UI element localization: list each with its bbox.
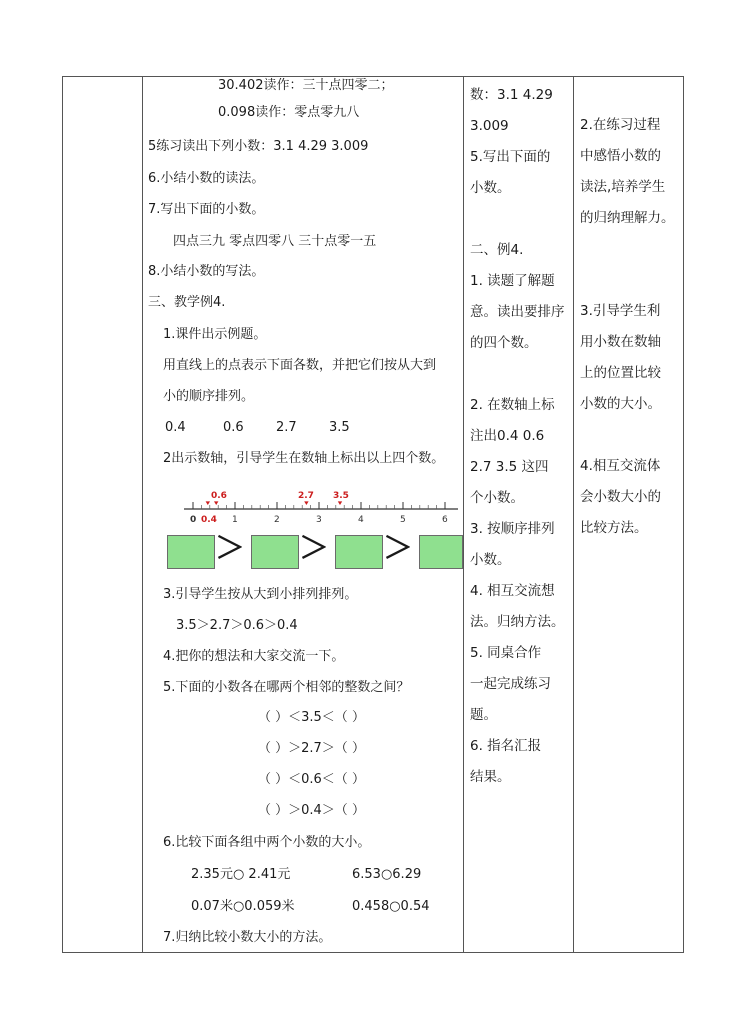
example-number-3: 2.7 bbox=[276, 420, 297, 435]
student-line: 个小数。 bbox=[470, 490, 524, 506]
tick-label-1: 1 bbox=[232, 515, 238, 525]
student-line: 6. 指名汇报 bbox=[470, 738, 542, 754]
between-item-2: （ ）＞2.7＞（ ） bbox=[258, 741, 365, 756]
greater-than-sign: ＞ bbox=[299, 531, 329, 566]
student-line: 意。读出要排序 bbox=[470, 304, 565, 320]
intent-line: 会小数大小的 bbox=[580, 489, 661, 505]
greater-than-sign: ＞ bbox=[383, 531, 413, 566]
student-line: 数：3.1 4.29 bbox=[470, 87, 553, 103]
practice-read-decimals: 5练习读出下列小数：3.1 4.29 3.009 bbox=[148, 139, 369, 154]
step-number-line: 2出示数轴，引导学生在数轴上标出以上四个数。 bbox=[163, 451, 445, 466]
intent-line: 小数的大小。 bbox=[580, 396, 661, 412]
reading-example-2: 0.098读作：零点零九八 bbox=[218, 105, 360, 120]
student-line: 注出0.4 0.6 bbox=[470, 428, 545, 444]
tick-label-0: 0 bbox=[190, 515, 197, 525]
compare-item-2: 6.53○6.29 bbox=[352, 867, 422, 882]
table-border-left bbox=[62, 76, 63, 953]
tick-label-5: 5 bbox=[400, 515, 406, 525]
table-border-bottom bbox=[62, 952, 683, 953]
write-decimals-items: 四点三九 零点四零八 三十点零一五 bbox=[173, 234, 377, 249]
tick-label-6: 6 bbox=[442, 515, 448, 525]
compare-item-4: 0.458○0.54 bbox=[352, 899, 430, 914]
compare-item-1: 2.35元○ 2.41元 bbox=[191, 867, 291, 882]
step-order: 3.引导学生按从大到小排列排列。 bbox=[163, 587, 358, 602]
student-line: 结果。 bbox=[470, 769, 511, 785]
blank-line bbox=[580, 420, 680, 451]
intent-line: 用小数在数轴 bbox=[580, 334, 661, 350]
table-divider-2 bbox=[463, 76, 464, 953]
order-box-4 bbox=[419, 535, 463, 569]
design-intent-column bbox=[580, 110, 680, 544]
tick-label-4: 4 bbox=[358, 515, 364, 525]
intent-line: 读法,培养学生 bbox=[580, 179, 666, 195]
order-box-2 bbox=[251, 535, 299, 569]
intent-line: 2.在练习过程 bbox=[580, 117, 661, 133]
between-item-1: （ ）＜3.5＜（ ） bbox=[258, 710, 365, 725]
student-line: 3.009 bbox=[470, 118, 509, 134]
summary-reading: 6.小结小数的读法。 bbox=[148, 171, 265, 186]
example-number-1: 0.4 bbox=[165, 420, 186, 435]
student-line: 5. 同桌合作 bbox=[470, 645, 542, 661]
mark-label-3.5: 3.5 bbox=[333, 491, 349, 501]
intent-line: 上的位置比较 bbox=[580, 365, 661, 381]
student-line: 2. 在数轴上标 bbox=[470, 397, 555, 413]
table-divider-1 bbox=[142, 76, 143, 953]
summary-writing: 8.小结小数的写法。 bbox=[148, 264, 265, 279]
example-number-2: 0.6 bbox=[223, 420, 244, 435]
student-line: 4. 相互交流想 bbox=[470, 583, 555, 599]
compare-item-3: 0.07米○0.059米 bbox=[191, 899, 295, 914]
section-example-4: 三、教学例4. bbox=[148, 295, 226, 310]
between-item-3: （ ）＜0.6＜（ ） bbox=[258, 772, 365, 787]
student-line: 3. 按顺序排列 bbox=[470, 521, 555, 537]
step-show-example: 1.课件出示例题。 bbox=[163, 327, 267, 342]
mark-label-2.7: 2.7 bbox=[298, 491, 314, 501]
major-ticks bbox=[193, 502, 445, 509]
intent-line: 比较方法。 bbox=[580, 520, 648, 536]
point-marks bbox=[206, 501, 343, 505]
order-box-1 bbox=[167, 535, 215, 569]
write-decimals: 7.写出下面的小数。 bbox=[148, 202, 265, 217]
example-prompt-line1: 用直线上的点表示下面各数，并把它们按从大到 bbox=[163, 358, 437, 373]
student-line: 题。 bbox=[470, 707, 497, 723]
blank-line bbox=[470, 359, 570, 390]
step-share: 4.把你的想法和大家交流一下。 bbox=[163, 649, 345, 664]
student-line: 的四个数。 bbox=[470, 335, 538, 351]
intent-line: 中感悟小数的 bbox=[580, 148, 661, 164]
reading-example-1: 30.402读作：三十点四零二； bbox=[218, 78, 394, 93]
intent-line: 4.相互交流体 bbox=[580, 458, 661, 474]
student-line: 2.7 3.5 这四 bbox=[470, 459, 549, 475]
greater-than-sign: ＞ bbox=[215, 531, 245, 566]
intent-line: 的归纳理解力。 bbox=[580, 210, 675, 226]
step-summarize: 7.归纳比较小数大小的方法。 bbox=[163, 930, 332, 945]
student-line: 1. 读题了解题 bbox=[470, 273, 555, 289]
tick-label-3: 3 bbox=[316, 515, 322, 525]
step-compare: 6.比较下面各组中两个小数的大小。 bbox=[163, 835, 371, 850]
order-result: 3.5＞2.7＞0.6＞0.4 bbox=[176, 618, 298, 633]
student-line: 5.写出下面的 bbox=[470, 149, 551, 165]
blank-line bbox=[470, 204, 570, 235]
table-border-right bbox=[683, 76, 684, 953]
student-line: 二、例4. bbox=[470, 242, 524, 258]
example-prompt-line2: 小的顺序排列。 bbox=[163, 389, 255, 404]
example-number-4: 3.5 bbox=[329, 420, 350, 435]
blank-line bbox=[580, 234, 680, 265]
student-line: 一起完成练习 bbox=[470, 676, 551, 692]
mark-label-0.4: 0.4 bbox=[201, 515, 217, 525]
student-line: 法。归纳方法。 bbox=[470, 614, 565, 630]
step-between-integers: 5.下面的小数各在哪两个相邻的整数之间？ bbox=[163, 680, 410, 695]
student-activity-column bbox=[470, 80, 570, 793]
blank-line bbox=[580, 265, 680, 296]
student-line: 小数。 bbox=[470, 552, 511, 568]
intent-line: 3.引导学生利 bbox=[580, 303, 661, 319]
table-divider-3 bbox=[573, 76, 574, 953]
mark-label-0.6: 0.6 bbox=[211, 491, 227, 501]
number-line bbox=[180, 486, 462, 526]
order-box-3 bbox=[335, 535, 383, 569]
tick-label-2: 2 bbox=[274, 515, 280, 525]
student-line: 小数。 bbox=[470, 180, 511, 196]
between-item-4: （ ）＞0.4＞（ ） bbox=[258, 803, 365, 818]
